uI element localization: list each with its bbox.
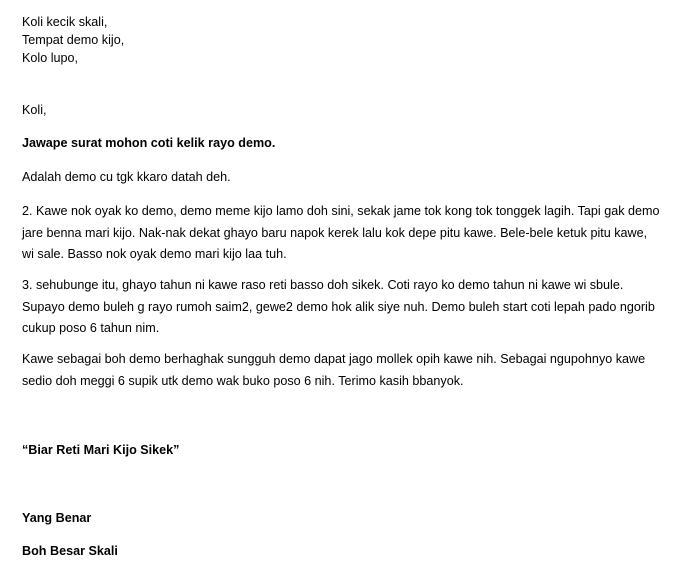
motto: “Biar Reti Mari Kijo Sikek” — [22, 443, 180, 457]
sender-address-line-1: Koli kecik skali, — [22, 15, 108, 29]
sender-address-line-2: Tempat demo kijo, — [22, 33, 125, 47]
paragraph-closing-statement: Kawe sebagai boh demo berhaghak sungguh demo dapat jago mollek opih kawe nih. Sebagai ngupohnyo kawe sedio doh meggi 6 supik utk demo wak buko poso 6 nih. Terimo kasih bbanyok. — [22, 352, 646, 388]
paragraph-point-3: 3. sehubunge itu, ghayo tahun ni kawe raso reti basso doh sikek. Coti rayo ko demo tahun ni kawe wi sbule. Supayo demo buleh g rayo rumoh saim2, gewe2 demo hok alik siye nuh. Demo buleh start coti lepah pado ngorib cukup poso 6 tahun nim. — [22, 278, 655, 335]
signature-name: Boh Besar Skali — [22, 544, 118, 558]
sender-address-line-3: Kolo lupo, — [22, 51, 79, 65]
salutation: Koli, — [22, 103, 47, 117]
letter-page — [22, 0, 672, 579]
letter-subject: Jawape surat mohon coti kelik rayo demo. — [22, 136, 276, 150]
paragraph-intro: Adalah demo cu tgk kkaro datah deh. — [22, 170, 231, 184]
paragraph-point-2: 2. Kawe nok oyak ko demo, demo meme kijo lamo doh sini, sekak jame tok kong tok tonggek lagih. Tapi gak demo jare benna mari kijo. Nak-nak dekat ghayo baru napok kerek lalu kok depe pitu kawe. Bele-bele ketuk pitu kawe, wi sale. Basso nok oyak demo mari kijo laa tuh. — [22, 204, 660, 261]
closing-phrase: Yang Benar — [22, 511, 92, 525]
